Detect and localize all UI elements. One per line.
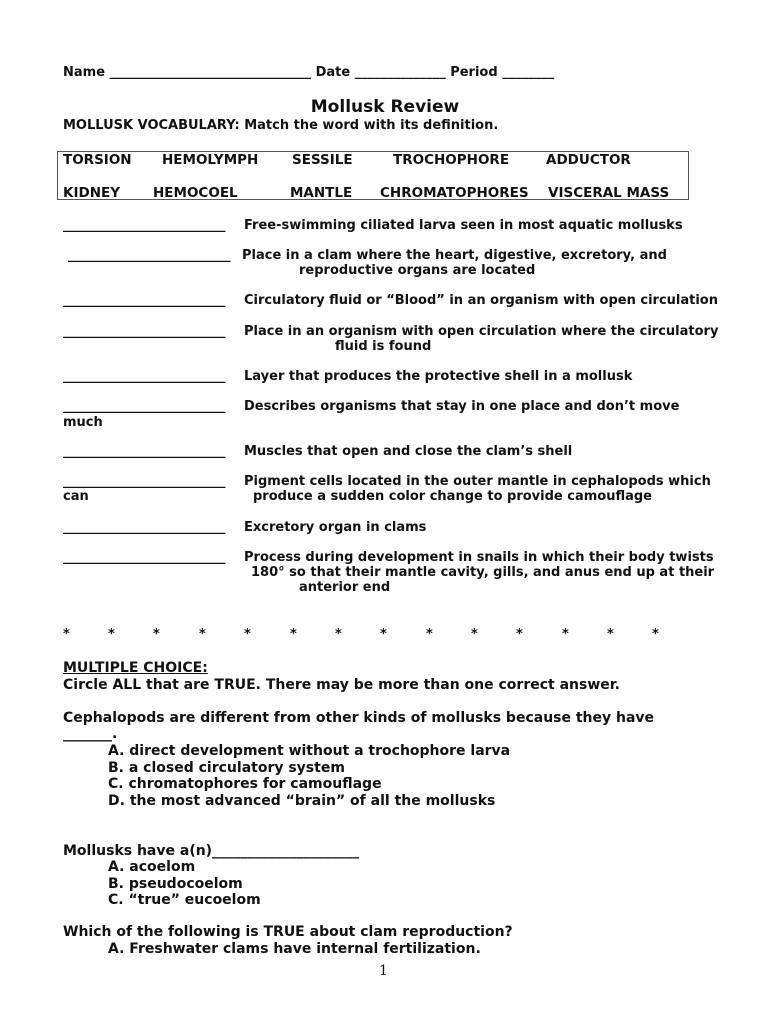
answer-blank[interactable]: _________________________: [63, 218, 226, 233]
definition-text: anterior end: [299, 580, 391, 595]
answer-option[interactable]: A. direct development without a trochophore larva: [108, 743, 511, 759]
answer-option[interactable]: D. the most advanced “brain” of all the mollusks: [108, 793, 496, 809]
mc-instructions: Circle ALL that are TRUE. There may be more than one correct answer.: [63, 677, 620, 693]
word-bank-term: CHROMATOPHORES: [380, 185, 529, 201]
answer-option[interactable]: C. chromatophores for camouflage: [108, 776, 382, 792]
section-heading: MULTIPLE CHOICE:: [63, 660, 208, 676]
definition-text: reproductive organs are located: [299, 263, 536, 278]
answer-blank[interactable]: _________________________: [63, 399, 226, 414]
definition-text: Excretory organ in clams: [244, 520, 427, 535]
definition-text: Place in an organism with open circulation where the circulatory: [244, 324, 719, 339]
star-icon: *: [244, 627, 251, 642]
definition-text: Layer that produces the protective shell in a mollusk: [244, 369, 633, 384]
answer-option[interactable]: C. “true” eucoelom: [108, 892, 261, 908]
answer-blank[interactable]: _________________________: [68, 248, 231, 263]
answer-option[interactable]: A. acoelom: [108, 859, 196, 875]
star-icon: *: [516, 627, 523, 642]
page-title: Mollusk Review: [310, 97, 460, 117]
question-stem: _______.: [63, 726, 118, 742]
star-icon: *: [153, 627, 160, 642]
star-icon: *: [380, 627, 387, 642]
star-icon: *: [290, 627, 297, 642]
definition-text: Circulatory fluid or “Blood” in an organism with open circulation: [244, 293, 718, 308]
definition-text: Free-swimming ciliated larva seen in most aquatic mollusks: [244, 218, 683, 233]
star-icon: *: [335, 627, 342, 642]
definition-text: produce a sudden color change to provide camouflage: [253, 489, 652, 504]
word-bank-term: HEMOLYMPH: [162, 152, 259, 168]
definition-text: Place in a clam where the heart, digestive, excretory, and: [242, 248, 667, 263]
star-icon: *: [652, 627, 659, 642]
question-stem: Which of the following is TRUE about clam reproduction?: [63, 924, 513, 940]
name-date-period-line: Name _______________________________ Date ______________ Period ________: [63, 65, 555, 80]
definition-text: 180° so that their mantle cavity, gills, and anus end up at their: [251, 565, 715, 580]
word-bank-term: SESSILE: [292, 152, 353, 168]
star-icon: *: [562, 627, 569, 642]
answer-blank[interactable]: _________________________: [63, 520, 226, 535]
vocab-instructions: MOLLUSK VOCABULARY: Match the word with its definition.: [63, 118, 499, 133]
question-stem: Cephalopods are different from other kinds of mollusks because they have: [63, 710, 655, 726]
star-icon: *: [471, 627, 478, 642]
answer-blank[interactable]: _________________________: [63, 293, 226, 308]
word-bank-term: TORSION: [63, 152, 132, 168]
answer-blank[interactable]: _________________________: [63, 474, 226, 489]
word-bank-term: ADDUCTOR: [546, 152, 631, 168]
star-icon: *: [426, 627, 433, 642]
word-bank-term: MANTLE: [290, 185, 353, 201]
answer-option[interactable]: B. pseudocoelom: [108, 876, 243, 892]
definition-text: Process during development in snails in which their body twists: [244, 550, 714, 565]
word-bank-term: KIDNEY: [63, 185, 120, 201]
star-icon: *: [199, 627, 206, 642]
answer-blank[interactable]: _________________________: [63, 444, 226, 459]
answer-blank[interactable]: _________________________: [63, 324, 226, 339]
question-stem: Mollusks have a(n)_____________________: [63, 843, 360, 859]
answer-option[interactable]: B. a closed circulatory system: [108, 760, 345, 776]
word-bank-term: HEMOCOEL: [153, 185, 238, 201]
star-icon: *: [63, 627, 70, 642]
definition-text: fluid is found: [335, 339, 432, 354]
star-icon: *: [108, 627, 115, 642]
page-number: 1: [379, 963, 388, 979]
star-icon: *: [607, 627, 614, 642]
definition-text: much: [63, 415, 103, 430]
word-bank-term: TROCHOPHORE: [393, 152, 510, 168]
definition-text: Pigment cells located in the outer mantle in cephalopods which: [244, 474, 711, 489]
answer-option[interactable]: A. Freshwater clams have internal fertilization.: [108, 941, 481, 957]
definition-text: can: [63, 489, 89, 504]
definition-text: Muscles that open and close the clam’s shell: [244, 444, 573, 459]
word-bank-term: VISCERAL MASS: [548, 185, 670, 201]
answer-blank[interactable]: _________________________: [63, 369, 226, 384]
answer-blank[interactable]: _________________________: [63, 550, 226, 565]
definition-text: Describes organisms that stay in one place and don’t move: [244, 399, 680, 414]
